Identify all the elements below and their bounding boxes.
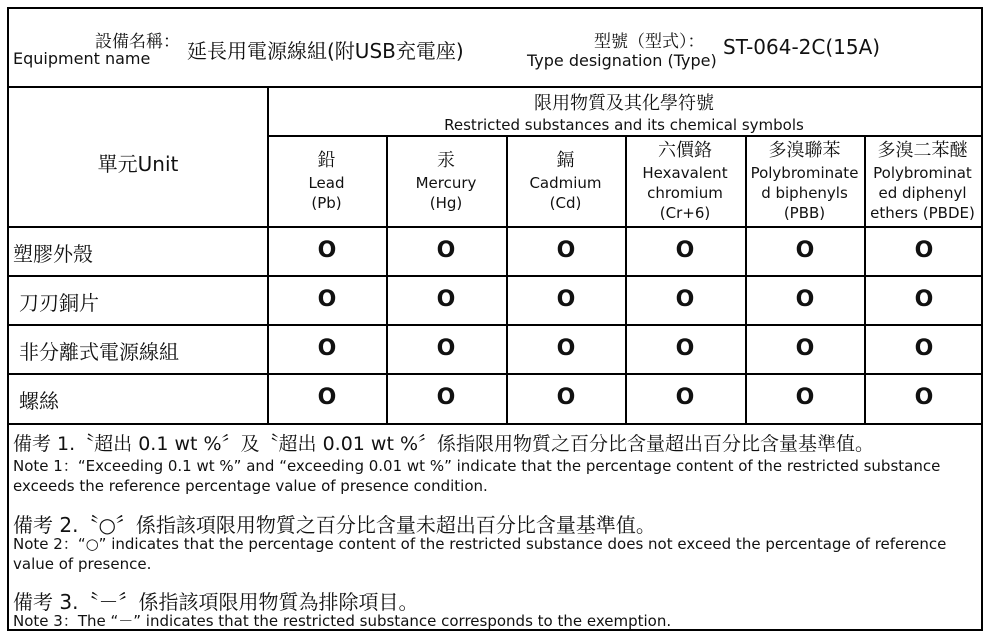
compliance-mark: O	[914, 238, 934, 263]
note-3-en: Note 3：The “－” indicates that the restricted substance corresponds to the exemption.	[13, 612, 672, 630]
column-cn: 六價鉻	[658, 140, 712, 161]
compliance-mark: O	[556, 238, 576, 263]
divider	[9, 324, 981, 326]
column-header-mercury	[386, 149, 506, 213]
compliance-mark: O	[914, 336, 934, 361]
row-label: 非分離式電源線組	[19, 340, 179, 364]
unit-header: 單元Unit	[97, 152, 179, 176]
type-label-cn: 型號（型式）：	[594, 32, 705, 52]
divider	[9, 226, 981, 228]
group-header-en: Restricted substances and its chemical symbols	[444, 116, 804, 134]
divider	[9, 86, 981, 88]
column-en: ethers (PBDE)	[870, 204, 975, 222]
compliance-mark: O	[675, 238, 695, 263]
divider	[267, 86, 269, 423]
column-en: Polybrominat	[873, 164, 972, 182]
note-2-cn: 備考 2.〝○〞係指該項限用物質之百分比含量未超出百分比含量基準值。	[13, 513, 656, 537]
compliance-mark: O	[795, 336, 815, 361]
compliance-mark: O	[556, 385, 576, 410]
column-en: Lead	[308, 174, 345, 192]
compliance-mark: O	[795, 385, 815, 410]
divider	[9, 275, 981, 277]
column-en: Polybrominate	[750, 164, 859, 182]
column-cn: 鉛	[317, 150, 336, 171]
compliance-mark: O	[436, 287, 456, 312]
column-cn: 汞	[437, 150, 455, 171]
divider	[9, 373, 981, 375]
column-cn: 多溴聯苯	[768, 140, 841, 161]
column-en: chromium	[647, 184, 723, 202]
column-header-pbb	[745, 139, 864, 223]
column-en: Cadmium	[529, 174, 602, 192]
compliance-mark: O	[795, 238, 815, 263]
compliance-mark: O	[317, 336, 337, 361]
column-en: (Hg)	[429, 194, 463, 212]
compliance-mark: O	[675, 287, 695, 312]
compliance-mark: O	[914, 385, 934, 410]
row-label: 塑膠外殼	[13, 242, 93, 266]
note-1-en: Note 1：“Exceeding 0.1 wt %” and “exceeding 0.01 wt %” indicate that the percentage content of the restricted substance exceeds the reference percentage value of presence condition.	[13, 457, 941, 495]
column-header-cadmium	[506, 149, 625, 213]
compliance-mark: O	[436, 238, 456, 263]
column-header-lead	[267, 149, 386, 213]
divider	[9, 423, 981, 425]
column-en: ed diphenyl	[878, 184, 967, 202]
compliance-mark: O	[914, 287, 934, 312]
type-designation-value: ST-064-2C(15A)	[723, 35, 881, 59]
column-en: Mercury	[415, 174, 477, 192]
column-en: (Cr+6)	[659, 204, 711, 222]
compliance-mark: O	[317, 238, 337, 263]
equipment-name-value: 延長用電源線組(附USB充電座)	[187, 39, 464, 63]
compliance-mark: O	[795, 287, 815, 312]
compliance-mark: O	[556, 287, 576, 312]
compliance-mark: O	[436, 336, 456, 361]
type-label-en: Type designation (Type)	[527, 51, 717, 70]
equipment-label-cn: 設備名稱：	[95, 32, 180, 52]
note-2-en: Note 2：“○” indicates that the percentage content of the restricted substance does not exceed the percentage of reference value of presence.	[13, 535, 947, 573]
compliance-mark: O	[675, 385, 695, 410]
compliance-mark: O	[317, 385, 337, 410]
column-header-hexavalent-chromium	[625, 139, 745, 223]
equipment-label-en: Equipment name	[13, 49, 151, 68]
compliance-mark: O	[317, 287, 337, 312]
column-en: Hexavalent	[642, 164, 728, 182]
column-en: (Pb)	[311, 194, 342, 212]
note-1-cn: 備考 1.〝超出 0.1 wt %〞及〝超出 0.01 wt %〞係指限用物質之百分比含量超出百分比含量基準值。	[13, 433, 875, 455]
column-header-pbde	[864, 139, 981, 223]
column-cn: 多溴二苯醚	[877, 140, 968, 161]
note-3-cn: 備考 3.〝－〞係指該項限用物質為排除項目。	[13, 590, 419, 614]
row-label: 螺絲	[19, 389, 59, 413]
compliance-mark: O	[556, 336, 576, 361]
rohs-declaration-table	[7, 7, 983, 631]
column-en: d biphenyls	[761, 184, 848, 202]
compliance-mark: O	[675, 336, 695, 361]
row-label: 刀刃銅片	[19, 291, 99, 315]
column-cn: 鎘	[556, 150, 575, 171]
column-en: (PBB)	[783, 204, 826, 222]
group-header-cn: 限用物質及其化學符號	[534, 93, 714, 114]
column-en: (Cd)	[549, 194, 582, 212]
divider	[267, 135, 981, 137]
compliance-mark: O	[436, 385, 456, 410]
